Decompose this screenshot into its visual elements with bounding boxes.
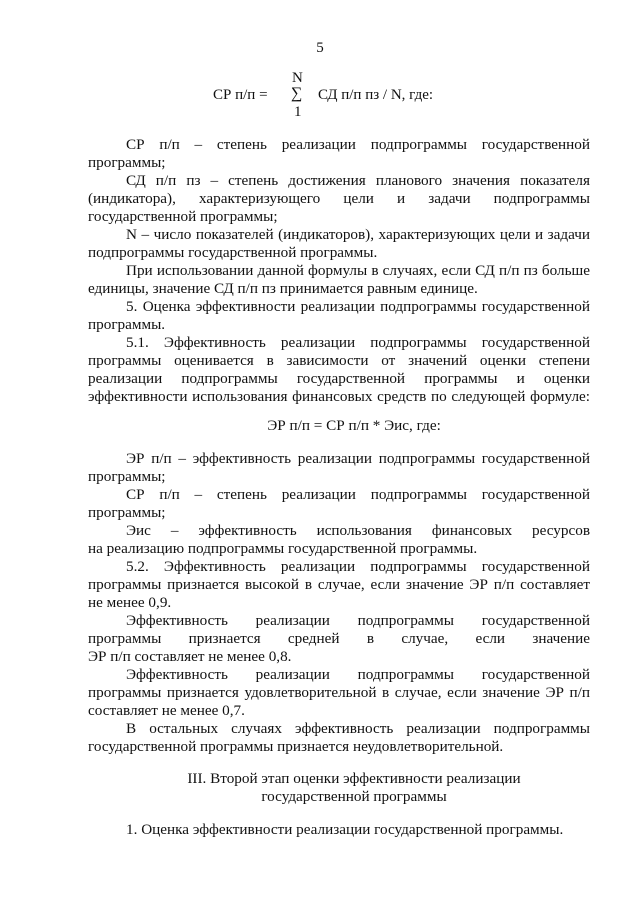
- formula-sr-left: СР п/п =: [213, 87, 268, 103]
- formula-sum-lower: 1: [294, 104, 302, 120]
- text-line: единицы, значение СД п/п пз принимается равным единице.: [88, 280, 478, 297]
- sigma-symbol: ∑: [291, 85, 303, 102]
- text-line: не менее 0,9.: [88, 594, 172, 611]
- text-line: Эффективность реализации подпрограммы государственной: [126, 612, 590, 629]
- formula-sr: [0, 70, 640, 122]
- text-line: программы оценивается в зависимости от значений оценки степени: [88, 352, 590, 369]
- text-line: N – число показателей (индикаторов), характеризующих цели и задачи: [126, 226, 590, 243]
- formula-sum-upper: N: [292, 70, 303, 86]
- text-line: программы признается средней в случае, если значение: [88, 630, 590, 647]
- text-line: программы признается высокой в случае, если значение ЭР п/п составляет: [88, 576, 590, 593]
- text-line: реализации подпрограммы государственной программы и оценки: [88, 370, 590, 387]
- page-number: 5: [316, 40, 324, 56]
- text-line: эффективности использования финансовых средств по следующей формуле:: [88, 388, 590, 405]
- text-line: государственной программы;: [88, 208, 278, 225]
- text-line: СД п/п пз – степень достижения планового значения показателя: [126, 172, 590, 189]
- text-line: 5.2. Эффективность реализации подпрограммы государственной: [126, 558, 590, 575]
- text-line: Эис – эффективность использования финансовых ресурсов: [126, 522, 590, 539]
- text-line: (индикатора), характеризующего цели и задачи подпрограммы: [88, 190, 590, 207]
- section-heading: 1. Оценка эффективности реализации государственной программы.: [126, 821, 564, 838]
- text-line: ЭР п/п составляет не менее 0,8.: [88, 648, 292, 665]
- text-line: программы признается удовлетворительной в случае, если значение ЭР п/п: [88, 684, 590, 701]
- text-line: государственной программы признается неудовлетворительной.: [88, 738, 504, 755]
- text-line: В остальных случаях эффективность реализации подпрограммы: [126, 720, 590, 737]
- text-line: программы;: [88, 504, 166, 521]
- text-line: составляет не менее 0,7.: [88, 702, 245, 719]
- text-line: программы.: [88, 316, 166, 333]
- text-line: СР п/п – степень реализации подпрограммы государственной: [126, 136, 590, 153]
- text-line: 5.1. Эффективность реализации подпрограммы государственной: [126, 334, 590, 351]
- text-line: СР п/п – степень реализации подпрограммы государственной: [126, 486, 590, 503]
- text-line: подпрограммы государственной программы.: [88, 244, 378, 261]
- section-heading: 5. Оценка эффективности реализации подпрограммы государственной: [126, 298, 590, 315]
- text-line: программы;: [88, 468, 166, 485]
- text-line: При использовании данной формулы в случаях, если СД п/п пз больше: [126, 262, 590, 279]
- formula-sr-right: СД п/п пз / N, где:: [318, 87, 434, 103]
- text-line: на реализацию подпрограммы государственной программы.: [88, 540, 478, 557]
- text-line: программы;: [88, 154, 166, 171]
- text-line: ЭР п/п – эффективность реализации подпрограммы государственной: [126, 450, 590, 467]
- section-title: III. Второй этап оценки эффективности реализации: [187, 770, 521, 787]
- section-title: государственной программы: [261, 788, 447, 805]
- text-line: Эффективность реализации подпрограммы государственной: [126, 666, 590, 683]
- formula-er: ЭР п/п = СР п/п * Эис, где:: [267, 417, 441, 434]
